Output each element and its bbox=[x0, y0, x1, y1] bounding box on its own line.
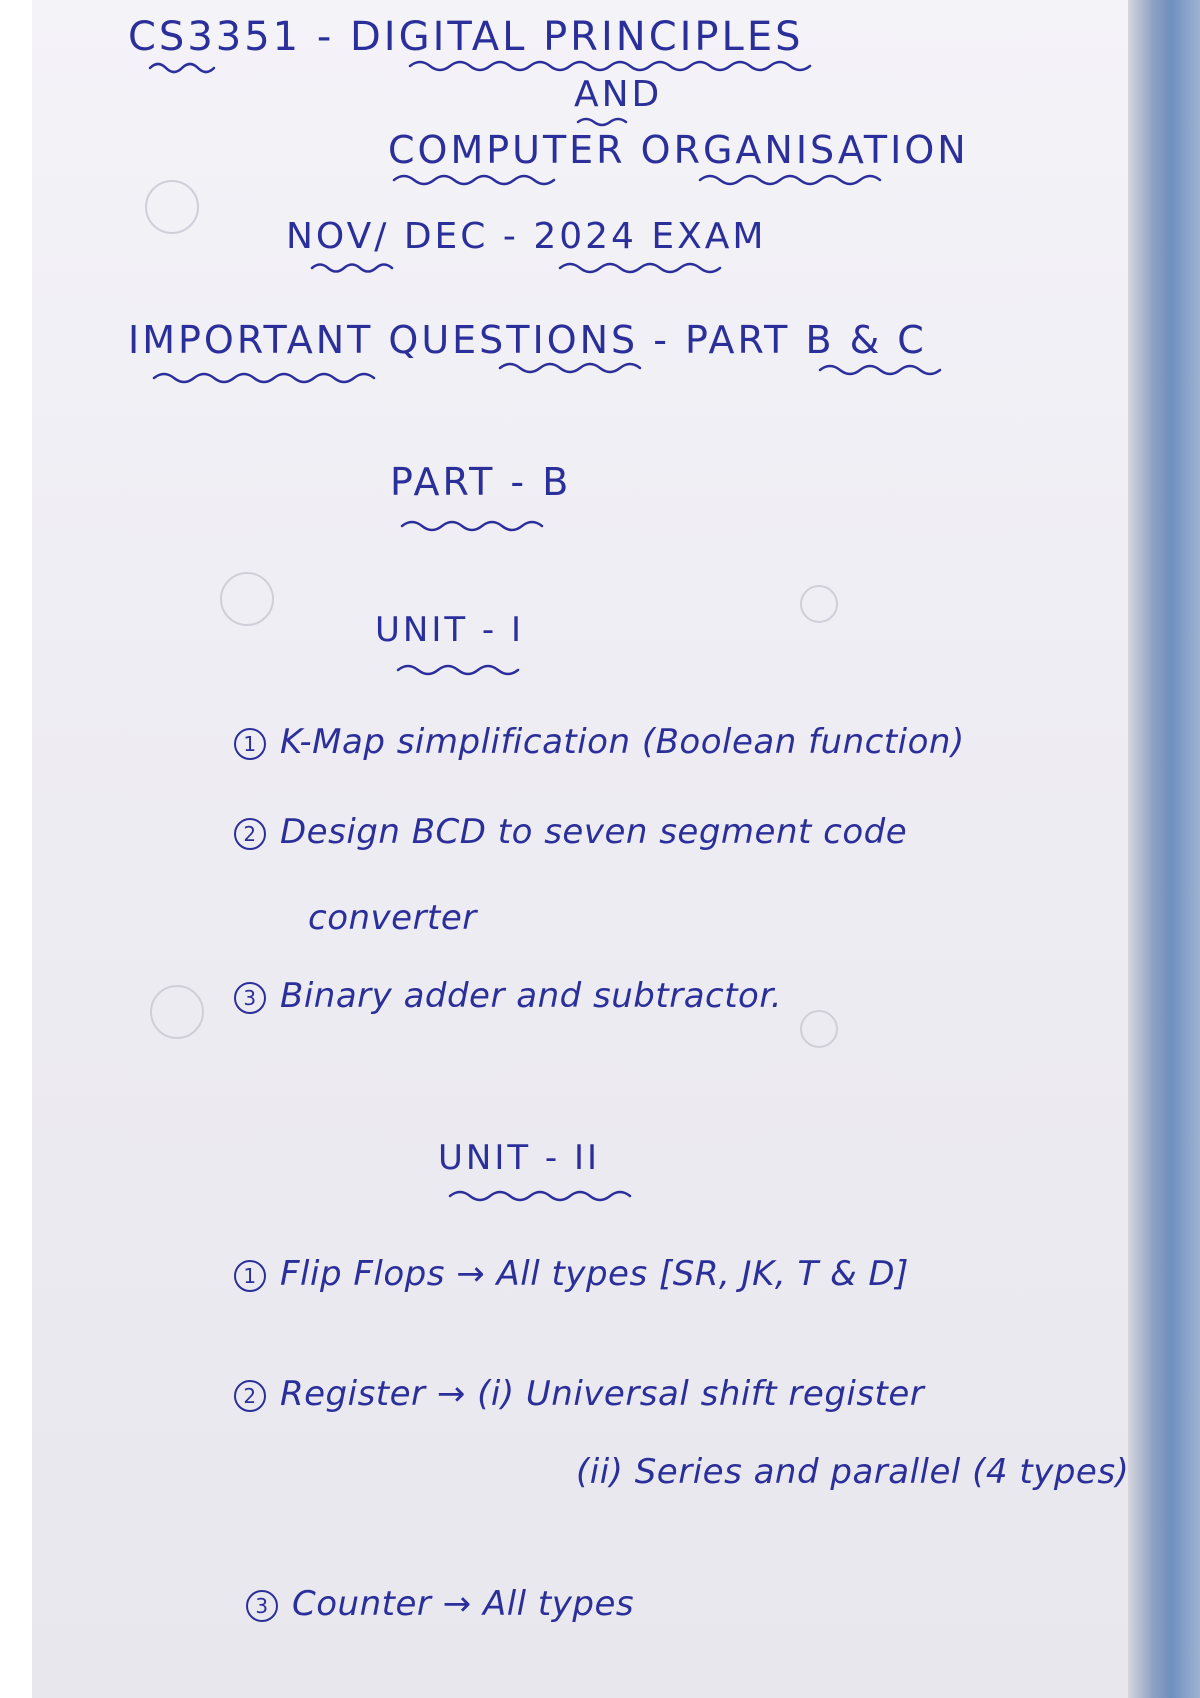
item-text: Binary adder and subtractor. bbox=[280, 976, 783, 1016]
course-title: CS3351 - DIGITAL PRINCIPLES bbox=[128, 14, 804, 60]
underline-squiggle bbox=[820, 366, 940, 374]
item-text: K-Map simplification (Boolean function) bbox=[280, 722, 965, 762]
important-questions-heading: IMPORTANT QUESTIONS - PART B & C bbox=[128, 318, 927, 362]
item-number: 1 bbox=[234, 728, 266, 760]
item-text: Design BCD to seven segment code bbox=[280, 812, 908, 852]
underline-squiggle bbox=[394, 176, 554, 184]
item-text: Counter → All types bbox=[292, 1584, 635, 1624]
exam-line: NOV/ DEC - 2024 EXAM bbox=[286, 216, 767, 257]
item-number: 3 bbox=[246, 1590, 278, 1622]
unit-2-title: UNIT - II bbox=[438, 1138, 601, 1178]
underline-squiggle bbox=[154, 374, 374, 382]
underline-squiggle bbox=[312, 265, 392, 272]
part-b-title: PART - B bbox=[390, 460, 572, 504]
organisation-line: COMPUTER ORGANISATION bbox=[388, 128, 969, 172]
item-text: Flip Flops → All types [SR, JK, T & D] bbox=[280, 1254, 909, 1294]
underline-squiggle bbox=[578, 119, 626, 125]
underline-squiggle bbox=[500, 364, 640, 372]
item-text: Register → (i) Universal shift register bbox=[280, 1374, 925, 1414]
item-text: (ii) Series and parallel (4 types) bbox=[576, 1452, 1130, 1492]
underline-squiggle bbox=[410, 62, 810, 70]
underline-squiggle bbox=[150, 64, 214, 72]
item-number: 2 bbox=[234, 818, 266, 850]
underline-squiggle bbox=[560, 264, 720, 272]
item-number: 2 bbox=[234, 1380, 266, 1412]
underline-squiggle bbox=[700, 176, 880, 184]
unit-1-title: UNIT - I bbox=[375, 610, 525, 650]
underline-squiggle bbox=[398, 666, 518, 674]
and-line: AND bbox=[574, 74, 663, 115]
item-text: converter bbox=[308, 898, 477, 938]
underline-squiggle bbox=[450, 1192, 630, 1200]
item-number: 1 bbox=[234, 1260, 266, 1292]
underline-squiggle bbox=[402, 522, 542, 530]
item-number: 3 bbox=[234, 982, 266, 1014]
